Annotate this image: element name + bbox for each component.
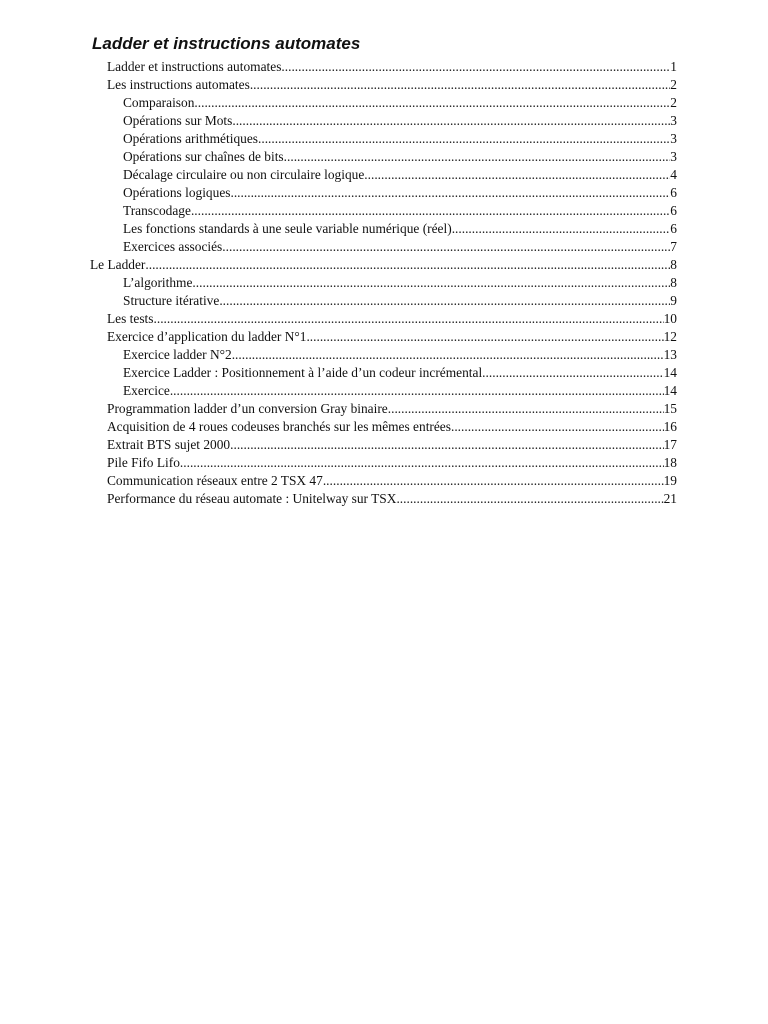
toc-entry-title: Les fonctions standards à une seule variable numérique (réel) bbox=[123, 221, 452, 236]
toc-entry[interactable] bbox=[0, 382, 768, 400]
toc-entry[interactable] bbox=[0, 400, 768, 418]
toc-dot-leader bbox=[232, 346, 664, 364]
toc-page-number: 1 bbox=[670, 59, 677, 74]
toc-dot-leader bbox=[170, 382, 664, 400]
toc-dot-leader bbox=[154, 310, 664, 328]
toc-page-number: 18 bbox=[663, 455, 677, 470]
toc-page-number: 4 bbox=[670, 167, 677, 182]
toc-page-number: 10 bbox=[663, 311, 677, 326]
toc-dot-leader bbox=[258, 130, 670, 148]
toc-entry-title: Extrait BTS sujet 2000 bbox=[107, 437, 231, 452]
toc-entry-title: Exercices associés bbox=[123, 239, 223, 254]
toc-page-number: 14 bbox=[663, 365, 677, 380]
toc-dot-leader bbox=[323, 472, 664, 490]
toc-page-number: 15 bbox=[663, 401, 677, 416]
toc-entry-title: Opérations sur chaînes de bits bbox=[123, 149, 284, 164]
toc-page-number: 17 bbox=[663, 437, 677, 452]
toc-entry-title: Ladder et instructions automates bbox=[107, 59, 282, 74]
toc-page-number: 2 bbox=[670, 77, 677, 92]
toc-entry[interactable] bbox=[0, 490, 768, 508]
toc-entry[interactable] bbox=[0, 220, 768, 238]
toc-dot-leader bbox=[306, 328, 663, 346]
toc-entry-title: L’algorithme bbox=[123, 275, 193, 290]
toc-entry-title: Programmation ladder d’un conversion Gray binaire bbox=[107, 401, 388, 416]
toc-entry-title: Les instructions automates bbox=[107, 77, 250, 92]
toc-entry-title: Acquisition de 4 roues codeuses branchés sur les mêmes entrées bbox=[107, 419, 451, 434]
toc-dot-leader bbox=[194, 94, 670, 112]
toc-entry-title: Structure itérative bbox=[123, 293, 220, 308]
toc-entry[interactable] bbox=[0, 148, 768, 166]
toc-entry-title: Opérations logiques bbox=[123, 185, 231, 200]
toc-entry[interactable] bbox=[0, 274, 768, 292]
toc-dot-leader bbox=[192, 274, 670, 292]
toc-dot-leader bbox=[482, 364, 663, 382]
toc-dot-leader bbox=[145, 256, 670, 274]
toc-page-number: 7 bbox=[670, 239, 677, 254]
toc-page-number: 6 bbox=[670, 221, 677, 236]
toc-entry-title: Les tests bbox=[107, 311, 154, 326]
toc-entry[interactable] bbox=[0, 112, 768, 130]
toc-page-number: 3 bbox=[670, 113, 677, 128]
toc-entry[interactable] bbox=[0, 436, 768, 454]
toc-entry-title: Exercice Ladder : Positionnement à l’aide d’un codeur incrémental bbox=[123, 365, 483, 380]
toc-dot-leader bbox=[284, 148, 671, 166]
toc-entry-title: Exercice d’application du ladder N°1 bbox=[107, 329, 307, 344]
toc-dot-leader bbox=[396, 490, 663, 508]
toc-dot-leader bbox=[219, 292, 670, 310]
toc-dot-leader bbox=[451, 418, 664, 436]
toc-entry[interactable] bbox=[0, 418, 768, 436]
toc-entry-title: Comparaison bbox=[123, 95, 195, 110]
toc-entry[interactable] bbox=[0, 166, 768, 184]
toc-dot-leader bbox=[281, 58, 670, 76]
toc-entry[interactable] bbox=[0, 292, 768, 310]
toc-dot-leader bbox=[230, 184, 670, 202]
toc-dot-leader bbox=[452, 220, 671, 238]
toc-entry[interactable] bbox=[0, 238, 768, 256]
toc-dot-leader bbox=[388, 400, 664, 418]
toc-entry-title: Communication réseaux entre 2 TSX 47 bbox=[107, 473, 323, 488]
toc-page-number: 6 bbox=[670, 203, 677, 218]
toc-dot-leader bbox=[250, 76, 670, 94]
toc-page-number: 21 bbox=[663, 491, 677, 506]
toc-entry-title: Performance du réseau automate : Unitelway sur TSX bbox=[107, 491, 397, 506]
toc-entry-title: Opérations arithmétiques bbox=[123, 131, 258, 146]
toc-entry[interactable] bbox=[0, 130, 768, 148]
toc-page-number: 16 bbox=[663, 419, 677, 434]
toc-entry[interactable] bbox=[0, 58, 768, 76]
toc-dot-leader bbox=[232, 112, 670, 130]
document-title: Ladder et instructions automates bbox=[92, 34, 361, 53]
toc-page-number: 8 bbox=[670, 275, 677, 290]
toc-dot-leader bbox=[222, 238, 670, 256]
toc-entry-title: Opérations sur Mots bbox=[123, 113, 233, 128]
toc-page-number: 13 bbox=[663, 347, 677, 362]
toc-entry-title: Exercice ladder N°2 bbox=[123, 347, 232, 362]
toc-entry-title: Décalage circulaire ou non circulaire logique bbox=[123, 167, 365, 182]
toc-page-number: 3 bbox=[670, 149, 677, 164]
toc-entry[interactable] bbox=[0, 256, 768, 274]
toc-entry[interactable] bbox=[0, 184, 768, 202]
toc-entry-title: Transcodage bbox=[123, 203, 191, 218]
toc-page-number: 9 bbox=[670, 293, 677, 308]
toc-page-number: 12 bbox=[663, 329, 677, 344]
toc-entry[interactable] bbox=[0, 454, 768, 472]
toc-page-number: 3 bbox=[670, 131, 677, 146]
toc-page-number: 6 bbox=[670, 185, 677, 200]
table-of-contents bbox=[0, 58, 768, 508]
toc-entry-title: Le Ladder bbox=[90, 257, 146, 272]
toc-page-number: 2 bbox=[670, 95, 677, 110]
toc-dot-leader bbox=[230, 436, 663, 454]
toc-entry-title: Exercice bbox=[123, 383, 170, 398]
toc-page-number: 19 bbox=[663, 473, 677, 488]
toc-entry[interactable] bbox=[0, 346, 768, 364]
toc-dot-leader bbox=[191, 202, 670, 220]
toc-entry[interactable] bbox=[0, 328, 768, 346]
toc-entry[interactable] bbox=[0, 76, 768, 94]
toc-dot-leader bbox=[364, 166, 670, 184]
toc-entry[interactable] bbox=[0, 364, 768, 382]
toc-entry-title: Pile Fifo Lifo bbox=[107, 455, 180, 470]
toc-page-number: 14 bbox=[663, 383, 677, 398]
toc-entry[interactable] bbox=[0, 94, 768, 112]
toc-entry[interactable] bbox=[0, 472, 768, 490]
toc-page-number: 8 bbox=[670, 257, 677, 272]
toc-entry[interactable] bbox=[0, 310, 768, 328]
toc-entry[interactable] bbox=[0, 202, 768, 220]
toc-dot-leader bbox=[180, 454, 664, 472]
